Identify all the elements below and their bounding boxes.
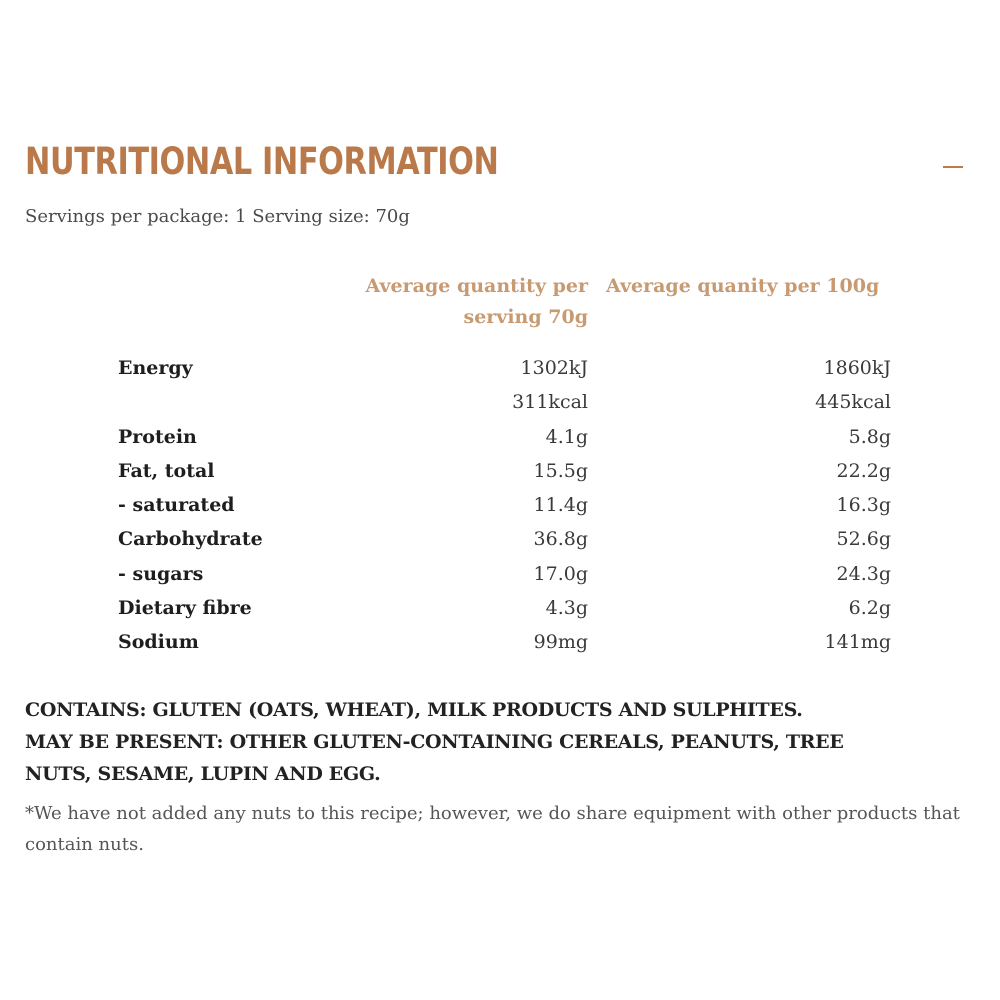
column-header-per-100g: Average quanity per 100g [606, 275, 880, 297]
per-serving-value: 36.8g [533, 528, 588, 551]
nutrient-name: Energy [118, 357, 193, 379]
nutrition-table [118, 352, 893, 661]
nutrition-section-header [25, 140, 975, 190]
nutrient-name: Carbohydrate [118, 528, 263, 551]
section-title: NUTRITIONAL INFORMATION [25, 140, 499, 183]
table-row [118, 421, 893, 455]
per-serving-value: 11.4g [533, 494, 588, 517]
table-row [118, 523, 893, 557]
nut-footnote: *We have not added any nuts to this recipe; however, we do share equipment with other products that contain nuts. [25, 803, 960, 855]
allergen-contains: CONTAINS: GLUTEN (OATS, WHEAT), MILK PRODUCTS AND SULPHITES. [25, 699, 803, 721]
nutrient-name: Fat, total [118, 459, 215, 482]
per-100g-value: 16.3g [836, 494, 891, 517]
nutrient-name: - sugars [118, 562, 204, 585]
table-row [118, 386, 893, 420]
table-row [118, 626, 893, 660]
allergen-statement [25, 694, 965, 790]
nutrient-name: Protein [118, 425, 197, 448]
nutrient-name: Sodium [118, 631, 199, 654]
table-row [118, 592, 893, 626]
allergen-may-be-present: MAY BE PRESENT: OTHER GLUTEN-CONTAINING CEREALS, PEANUTS, TREE [25, 731, 844, 753]
per-100g-value: 445kcal [815, 391, 891, 414]
per-100g-value: 22.2g [836, 459, 891, 482]
per-100g-value: 1860kJ [823, 357, 891, 379]
allergen-may-be-present-cont: NUTS, SESAME, LUPIN AND EGG. [25, 763, 381, 785]
per-100g-value: 52.6g [836, 528, 891, 551]
per-serving-value: 17.0g [533, 562, 588, 585]
table-row [118, 455, 893, 489]
per-100g-value: 141mg [824, 631, 891, 654]
column-header-per-serving: Average quantity per serving 70g [365, 275, 588, 328]
per-serving-value: 4.1g [545, 425, 588, 448]
per-serving-value: 1302kJ [520, 357, 588, 379]
per-100g-value: 24.3g [836, 562, 891, 585]
collapse-toggle-icon[interactable] [943, 166, 963, 168]
per-serving-value: 15.5g [533, 459, 588, 482]
nutrient-name: Dietary fibre [118, 597, 252, 620]
table-row [118, 489, 893, 523]
serving-info: Servings per package: 1 Serving size: 70g [25, 206, 410, 227]
per-100g-value: 6.2g [848, 597, 891, 620]
per-100g-value: 5.8g [848, 425, 891, 448]
per-serving-value: 311kcal [512, 391, 588, 414]
per-serving-value: 4.3g [545, 597, 588, 620]
per-serving-value: 99mg [533, 631, 588, 654]
table-row [118, 558, 893, 592]
nutrient-name: - saturated [118, 494, 235, 517]
table-row [118, 352, 893, 386]
